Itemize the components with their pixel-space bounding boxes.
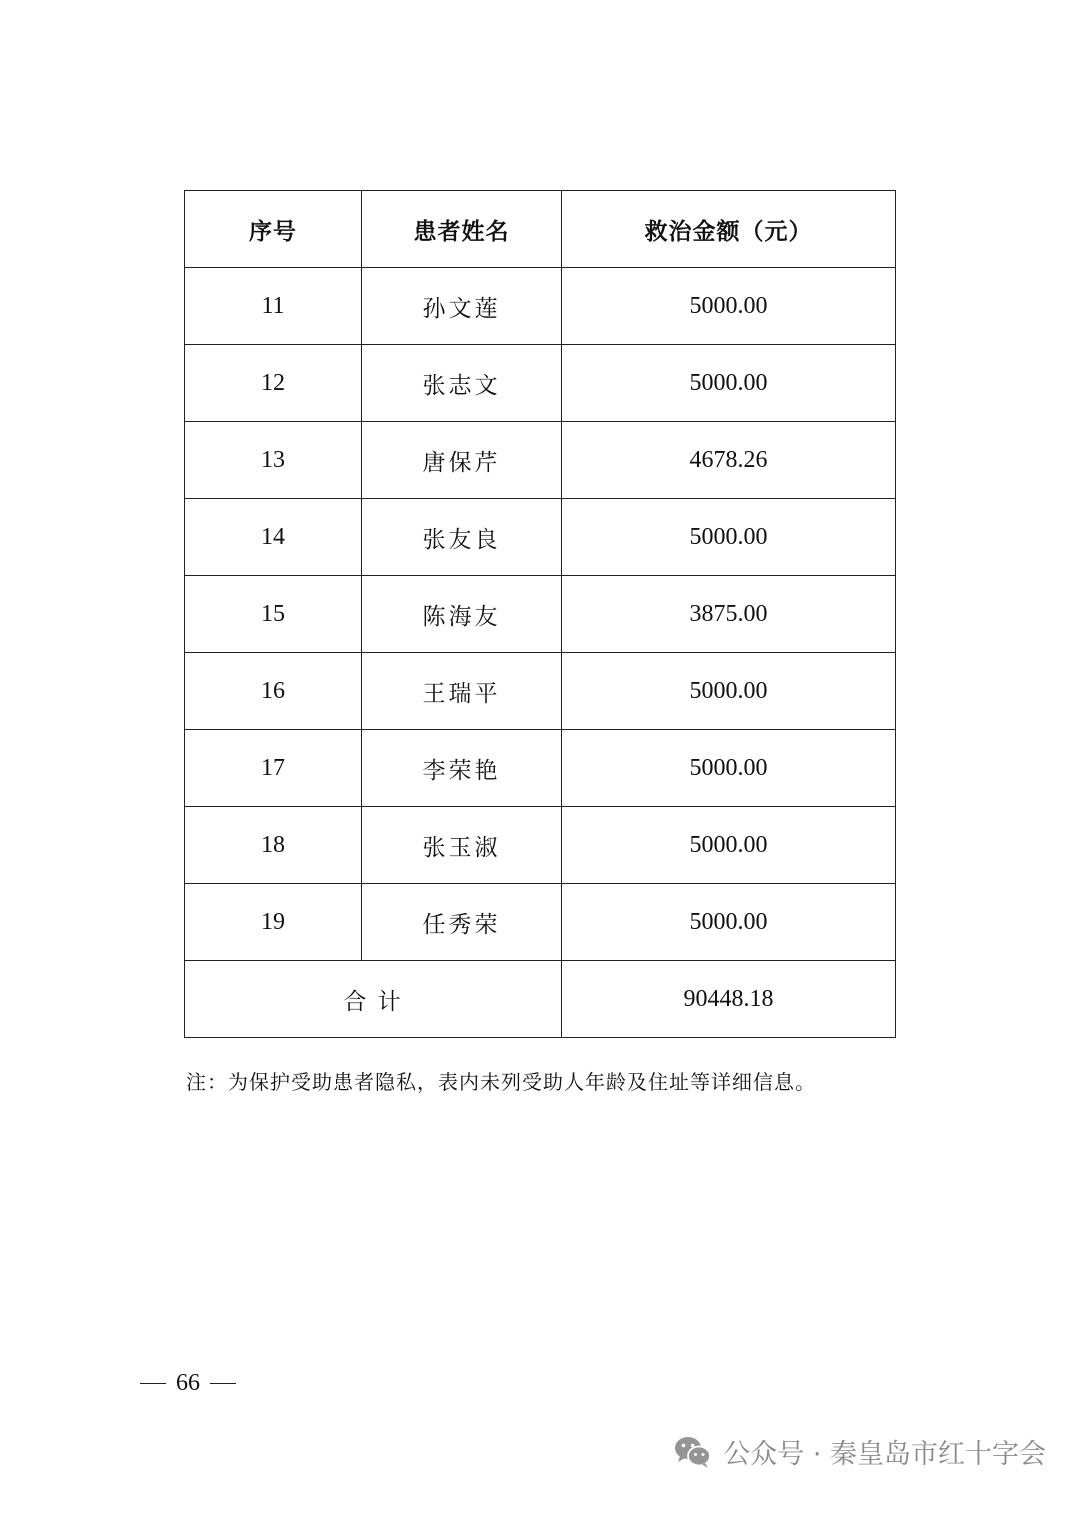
- table-row: [185, 345, 896, 422]
- table-row: [185, 576, 896, 653]
- row-amount: 5000.00: [562, 268, 896, 345]
- row-patient-name: 李荣艳: [362, 730, 562, 807]
- row-serial-number: 14: [185, 499, 362, 576]
- row-amount: 5000.00: [562, 730, 896, 807]
- row-amount: 5000.00: [562, 345, 896, 422]
- table-row: [185, 730, 896, 807]
- row-patient-name: 张玉淑: [362, 807, 562, 884]
- header-patient-name: 患者姓名: [362, 191, 562, 268]
- row-patient-name: 张友良: [362, 499, 562, 576]
- row-serial-number: 13: [185, 422, 362, 499]
- row-patient-name: 王瑞平: [362, 653, 562, 730]
- row-patient-name: 唐保芹: [362, 422, 562, 499]
- table-row: [185, 884, 896, 961]
- row-amount: 3875.00: [562, 576, 896, 653]
- page-number-value: 66: [176, 1370, 200, 1396]
- row-patient-name: 任秀荣: [362, 884, 562, 961]
- table-row: [185, 653, 896, 730]
- watermark-text: 公众号 · 秦皇岛市红十字会: [723, 1439, 1046, 1470]
- total-amount: 90448.18: [562, 961, 896, 1038]
- row-serial-number: 18: [185, 807, 362, 884]
- row-serial-number: 15: [185, 576, 362, 653]
- row-amount: 5000.00: [562, 653, 896, 730]
- page-number: [140, 1370, 236, 1397]
- header-serial-number: 序号: [185, 191, 362, 268]
- row-patient-name: 孙文莲: [362, 268, 562, 345]
- row-serial-number: 19: [185, 884, 362, 961]
- wechat-icon: [673, 1435, 713, 1469]
- table-row: [185, 268, 896, 345]
- total-label: 合 计: [185, 961, 562, 1038]
- row-serial-number: 17: [185, 730, 362, 807]
- row-serial-number: 16: [185, 653, 362, 730]
- row-amount: 5000.00: [562, 807, 896, 884]
- aid-recipients-table: [184, 190, 896, 1038]
- row-amount: 5000.00: [562, 884, 896, 961]
- row-serial-number: 11: [185, 268, 362, 345]
- table-total-row: [185, 961, 896, 1038]
- watermark: [673, 1432, 1046, 1471]
- table-row: [185, 807, 896, 884]
- table-row: [185, 422, 896, 499]
- row-serial-number: 12: [185, 345, 362, 422]
- page-number-dash-left: [140, 1383, 166, 1384]
- header-treatment-amount: 救治金额（元）: [562, 191, 896, 268]
- row-amount: 4678.26: [562, 422, 896, 499]
- row-patient-name: 陈海友: [362, 576, 562, 653]
- table-row: [185, 499, 896, 576]
- privacy-note: 注：为保护受助患者隐私，表内未列受助人年龄及住址等详细信息。: [186, 1070, 816, 1094]
- row-amount: 5000.00: [562, 499, 896, 576]
- page-number-dash-right: [210, 1383, 236, 1384]
- row-patient-name: 张志文: [362, 345, 562, 422]
- table-header-row: [185, 191, 896, 268]
